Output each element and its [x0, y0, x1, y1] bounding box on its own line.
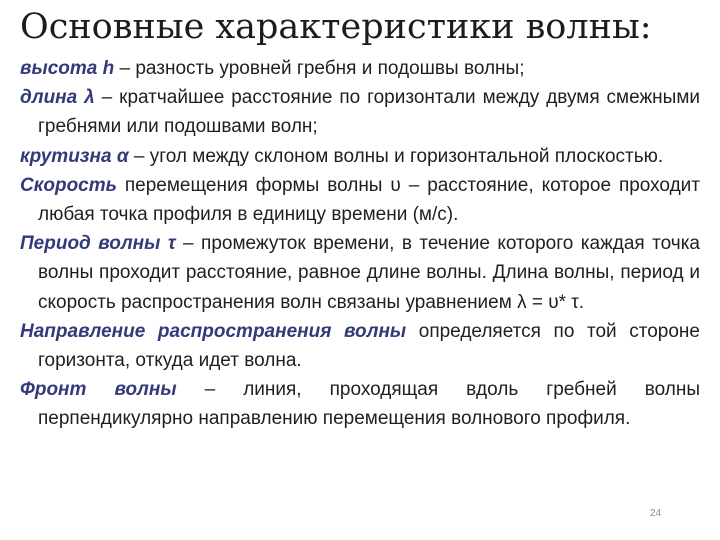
definition-speed-text: перемещения формы волны υ – расстояние, которое проходит любая точка профиля в единицу времени (м/с).	[38, 174, 700, 226]
definition-height	[20, 54, 700, 83]
page-number: 24	[650, 508, 662, 519]
definitions-list	[20, 54, 700, 434]
definition-height-text: – разность уровней гребня и подошвы волны;	[114, 58, 525, 79]
term-period: Период волны τ	[20, 233, 176, 255]
definition-period-text: – промежуток времени, в течение которого каждая точка волны проходит расстояние, равное длине волны. Длина волны, период и скорость распространения волн связаны уравнением λ = υ* τ.	[38, 233, 700, 313]
definition-direction-text: определяется по той стороне горизонта, откуда идет волна.	[38, 320, 700, 372]
definition-direction	[20, 317, 700, 375]
term-height: высота h	[20, 58, 115, 79]
definition-front	[20, 375, 700, 433]
definition-front-text: – линия, проходящая вдоль гребней волны перпендикулярно направлению перемещения волнового профиля.	[38, 379, 700, 430]
term-length: длина λ	[20, 87, 95, 109]
definition-steepness	[20, 142, 700, 171]
definition-length	[20, 83, 700, 141]
term-front: Фронт волны	[20, 379, 177, 401]
definition-period	[20, 229, 700, 317]
term-direction: Направление распространения волны	[20, 320, 407, 342]
definition-speed	[20, 171, 700, 229]
definition-length-text: – кратчайшее расстояние по горизонтали между двумя смежными гребнями или подошвами волн;	[38, 87, 700, 138]
term-steepness: крутизна α	[20, 145, 129, 167]
definition-steepness-text: – угол между склоном волны и горизонтальной плоскостью.	[128, 145, 664, 167]
term-speed: Скорость	[20, 174, 117, 196]
slide-title: Основные характеристики волны:	[20, 7, 652, 47]
